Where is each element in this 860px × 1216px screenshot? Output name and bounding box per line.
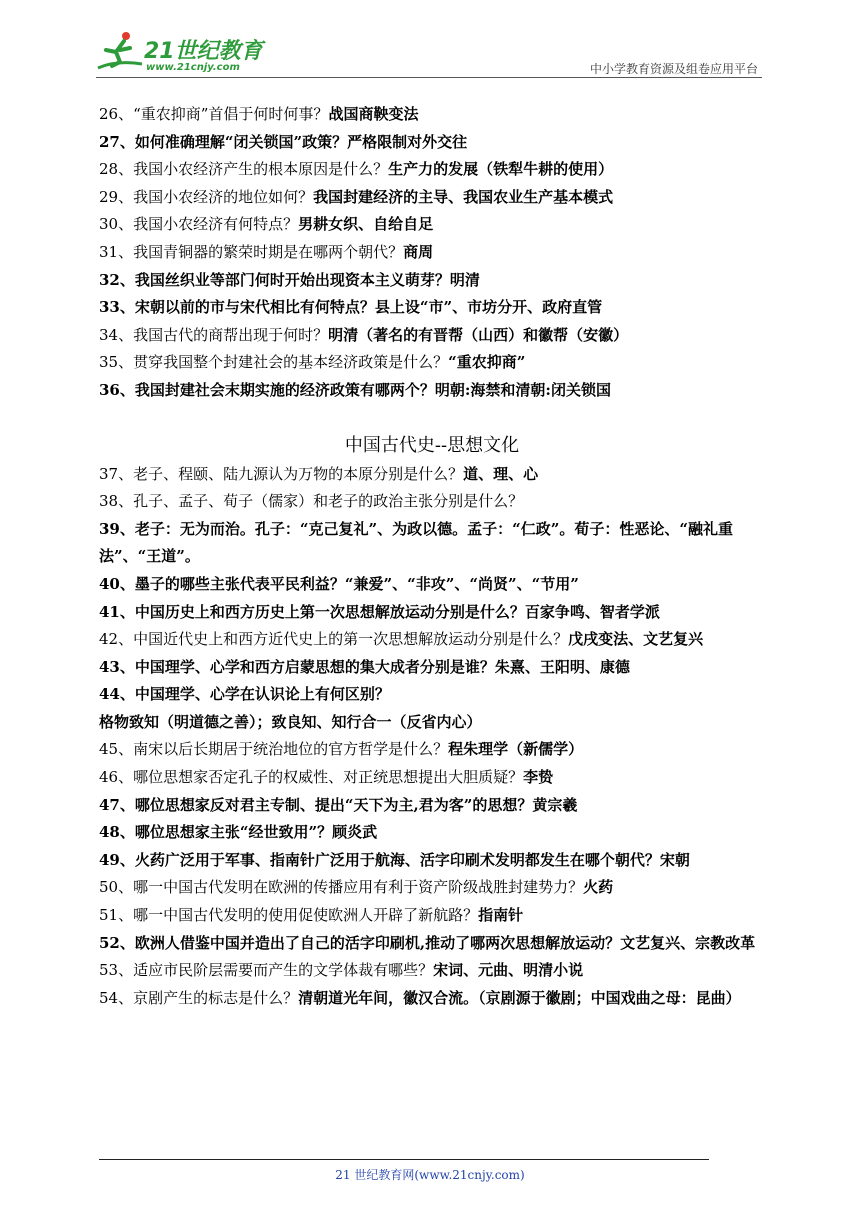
- qa-line: 45、南宋以后长期居于统治地位的官方哲学是什么？程朱理学（新儒学）: [99, 740, 584, 759]
- economy-list: [99, 101, 765, 405]
- qa-line: 35、贯穿我国整个封建社会的基本经济政策是什么？“重农抑商”: [99, 353, 526, 372]
- qa-line: 42、中国近代史上和西方近代史上的第一次思想解放运动分别是什么？戊戌变法、文艺复兴: [99, 630, 704, 649]
- qa-line: 54、京剧产生的标志是什么？清朝道光年间，徽汉合流。（京剧源于徽剧；中国戏曲之母：昆曲）: [99, 988, 741, 1007]
- qa-line: 27、如何准确理解“闭关锁国”政策？严格限制对外交往: [99, 132, 468, 151]
- header-rule: [96, 77, 762, 78]
- qa-line: 47、哪位思想家反对君主专制、提出“天下为主,君为客”的思想？黄宗羲: [99, 795, 578, 814]
- qa-line: 32、我国丝织业等部门何时开始出现资本主义萌芽？明清: [99, 270, 480, 289]
- qa-line: 26、“重农抑商”首倡于何时何事？战国商鞅变法: [99, 105, 419, 123]
- qa-line: 30、我国小农经济有何特点？男耕女织、自给自足: [99, 215, 434, 234]
- logo-url: www.21cnjy.com: [146, 62, 240, 73]
- qa-line: 52、欧洲人借鉴中国并造出了自己的活字印刷机,推动了哪两次思想解放运动？文艺复兴、宗教改革: [99, 933, 756, 952]
- qa-line: 36、我国封建社会末期实施的经济政策有哪两个？明朝:海禁和清朝:闭关锁国: [99, 380, 611, 399]
- logo-text: 21世纪教育: [144, 39, 263, 64]
- qa-line: 48、哪位思想家主张“经世致用”？顾炎武: [99, 823, 378, 842]
- qa-line: 34、我国古代的商帮出现于何时？明清（著名的有晋帮（山西）和徽帮（安徽）: [99, 325, 629, 344]
- qa-line: 39、老子：无为而治。孔子：“克己复礼”、为政以德。孟子：“仁政”。荀子：性恶论、“融礼重法”、“王道”。: [99, 519, 734, 566]
- page-footer: 21 世纪教育网(www.21cnjy.com): [335, 1168, 525, 1182]
- qa-line: 46、哪位思想家否定孔子的权威性、对正统思想提出大胆质疑？李贽: [99, 768, 554, 787]
- footer-rule: [99, 1159, 709, 1160]
- qa-line: 37、老子、程颐、陆九源认为万物的本原分别是什么？道、理、心: [99, 464, 539, 483]
- qa-line: 49、火药广泛用于军事、指南针广泛用于航海、活字印刷术发明都发生在哪个朝代？宋朝: [99, 850, 690, 869]
- qa-line: 31、我国青铜器的繁荣时期是在哪两个朝代？商周: [99, 242, 434, 261]
- qa-content: [99, 101, 765, 1012]
- qa-line: 44、中国理学、心学在认识论上有何区别？格物致知（明道德之善）；致良知、知行合一（反省内心）: [99, 685, 482, 731]
- qa-line: 33、宋朝以前的市与宋代相比有何特点？县上设“市”、市坊分开、政府直管: [99, 298, 603, 317]
- qa-line: 51、哪一中国古代发明的使用促使欧洲人开辟了新航路？指南针: [99, 906, 524, 925]
- thought-culture-list: [99, 461, 765, 1013]
- platform-name: 中小学教育资源及组卷应用平台: [589, 62, 758, 76]
- qa-line: 29、我国小农经济的地位如何？我国封建经济的主导、我国农业生产基本模式: [99, 187, 614, 206]
- section-title: 中国古代史--思想文化: [344, 434, 520, 456]
- qa-line: 40、墨子的哪些主张代表平民利益？“兼爱”、“非攻”、“尚贤”、“节用”: [99, 574, 579, 593]
- qa-line: 38、孔子、孟子、荀子（儒家）和老子的政治主张分别是什么？: [99, 492, 524, 511]
- qa-line: 28、我国小农经济产生的根本原因是什么？生产力的发展（铁犁牛耕的使用）: [99, 160, 614, 179]
- qa-line: 43、中国理学、心学和西方启蒙思想的集大成者分别是谁？朱熹、王阳明、康德: [99, 657, 630, 676]
- page-header: [96, 26, 762, 78]
- logo: [96, 26, 276, 76]
- qa-line: 53、适应市民阶层需要而产生的文学体裁有哪些？宋词、元曲、明清小说: [99, 961, 584, 980]
- qa-line: 41、中国历史上和西方历史上第一次思想解放运动分别是什么？百家争鸣、智者学派: [99, 602, 660, 621]
- qa-line: 50、哪一中国古代发明在欧洲的传播应用有利于资产阶级战胜封建势力？火药: [99, 878, 614, 897]
- runner-logo-icon: [96, 30, 146, 74]
